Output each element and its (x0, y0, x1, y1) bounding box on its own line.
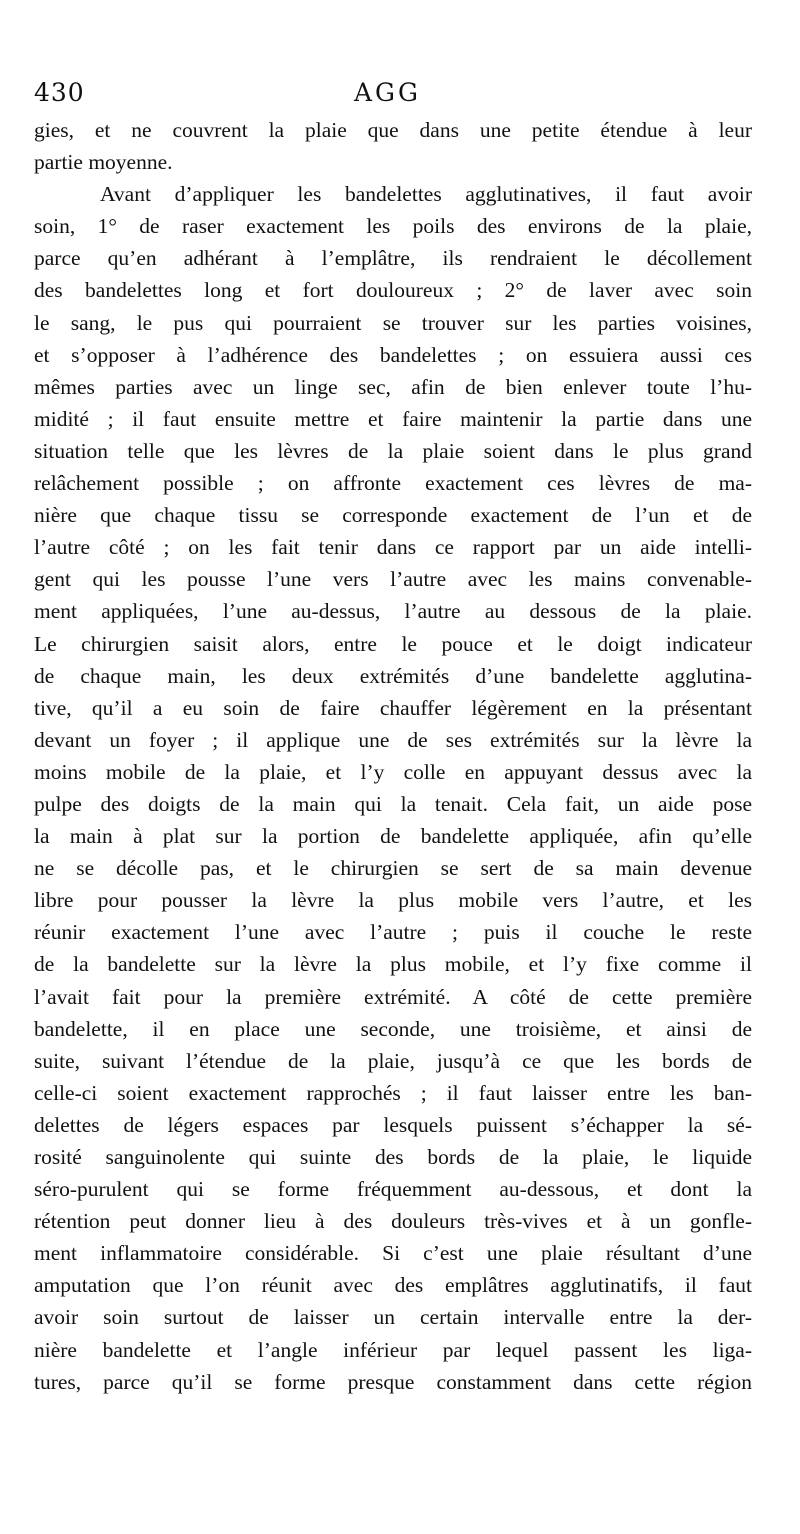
text-line: nière que chaque tissu se corresponde exactement de l’un et de (34, 503, 752, 528)
text-line: celle-ci soient exactement rapprochés ; il faut laisser entre les ban- (34, 1080, 752, 1105)
text-line: l’autre côté ; on les fait tenir dans ce rapport par un aide intelli- (34, 535, 752, 560)
text-line: la main à plat sur la portion de bandelette appliquée, afin qu’elle (34, 824, 752, 849)
text-line: tures, parce qu’il se forme presque constamment dans cette région (34, 1369, 752, 1394)
text-line: des bandelettes long et fort douloureux ; 2° de laver avec soin (34, 278, 752, 303)
text-line: Avant d’appliquer les bandelettes agglutinatives, il faut avoir (100, 182, 752, 207)
text-line: de la bandelette sur la lèvre la plus mobile, et l’y fixe comme il (34, 952, 752, 977)
text-line: et s’opposer à l’adhérence des bandelettes ; on essuiera aussi ces (34, 342, 752, 367)
text-line: nière bandelette et l’angle inférieur par lequel passent les liga- (34, 1337, 752, 1362)
text-line: Le chirurgien saisit alors, entre le pouce et le doigt indicateur (34, 631, 752, 656)
text-line: pulpe des doigts de la main qui la tenait. Cela fait, un aide pose (34, 791, 752, 816)
body-text (34, 114, 752, 1398)
text-line: ment appliquées, l’une au-dessus, l’autre au dessous de la plaie. (34, 599, 752, 624)
text-line: delettes de légers espaces par lesquels puissent s’échapper la sé- (34, 1112, 752, 1137)
text-line: relâchement possible ; on affronte exactement ces lèvres de ma- (34, 471, 752, 496)
text-line: gies, et ne couvrent la plaie que dans une petite étendue à leur (34, 118, 752, 142)
text-line: mêmes parties avec un linge sec, afin de bien enlever toute l’hu- (34, 374, 752, 399)
running-head: AGG (354, 78, 421, 107)
text-line: de chaque main, les deux extrémités d’une bandelette agglutina- (34, 663, 752, 688)
text-line: réunir exactement l’une avec l’autre ; puis il couche le reste (34, 920, 752, 945)
text-line: midité ; il faut ensuite mettre et faire maintenir la partie dans une (34, 406, 752, 431)
text-line: situation telle que les lèvres de la plaie soient dans le plus grand (34, 438, 752, 463)
page-number: 430 (34, 78, 85, 107)
book-page (34, 78, 752, 1398)
page-header (34, 78, 752, 114)
text-line: l’avait fait pour la première extrémité. A côté de cette première (34, 984, 752, 1009)
text-line: rosité sanguinolente qui suinte des bords de la plaie, le liquide (34, 1145, 752, 1169)
text-line: libre pour pousser la lèvre la plus mobile vers l’autre, et les (34, 888, 752, 913)
text-line: devant un foyer ; il applique une de ses extrémités sur la lèvre la (34, 727, 752, 752)
text-line: parce qu’en adhérant à l’emplâtre, ils rendraient le décollement (34, 246, 752, 271)
text-line: rétention peut donner lieu à des douleurs très-vives et à un gonfle- (34, 1209, 752, 1234)
text-line: suite, suivant l’étendue de la plaie, jusqu’à ce que les bords de (34, 1048, 752, 1073)
text-line: soin, 1° de raser exactement les poils des environs de la plaie, (34, 214, 752, 239)
text-line: moins mobile de la plaie, et l’y colle en appuyant dessus avec la (34, 759, 752, 784)
text-line: le sang, le pus qui pourraient se trouver sur les parties voisines, (34, 310, 752, 335)
text-line: partie moyenne. (34, 150, 173, 175)
text-line: tive, qu’il a eu soin de faire chauffer légèrement en la présentant (34, 695, 752, 720)
text-line: ment inflammatoire considérable. Si c’est une plaie résultant d’une (34, 1241, 752, 1266)
text-line: amputation que l’on réunit avec des emplâtres agglutinatifs, il faut (34, 1273, 752, 1298)
text-line: bandelette, il en place une seconde, une troisième, et ainsi de (34, 1016, 752, 1041)
text-line: séro-purulent qui se forme fréquemment au-dessous, et dont la (34, 1177, 752, 1202)
text-line: avoir soin surtout de laisser un certain intervalle entre la der- (34, 1305, 752, 1330)
text-line: ne se décolle pas, et le chirurgien se sert de sa main devenue (34, 856, 752, 881)
text-line: gent qui les pousse l’une vers l’autre avec les mains convenable- (34, 567, 752, 592)
